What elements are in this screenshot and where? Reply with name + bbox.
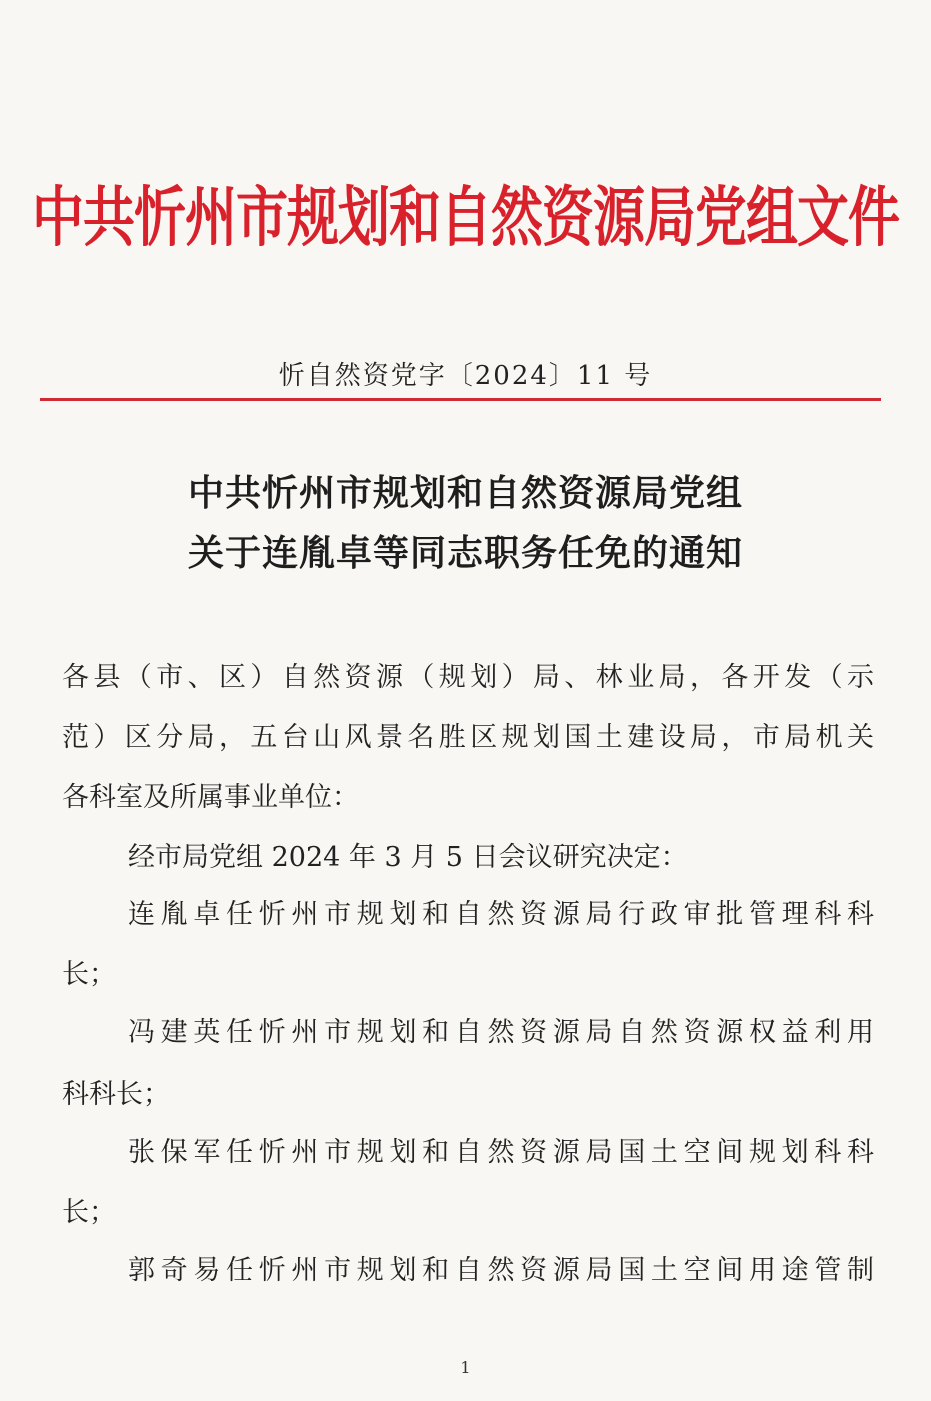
recipients-line-1: 各县（市、区）自然资源（规划）局、林业局，各开发（示: [62, 662, 874, 693]
appointment-2-line-1: 冯建英任忻州市规划和自然资源局自然资源权益利用: [128, 1017, 874, 1048]
notice-title-line-2: 关于连胤卓等同志职务任免的通知: [187, 532, 743, 574]
appointment-1-line-2: 长；: [62, 959, 116, 990]
appointment-2-line-2: 科科长；: [62, 1079, 170, 1110]
document-header-title: 中共忻州市规划和自然资源局党组文件: [31, 179, 899, 256]
appointment-3-line-1: 张保军任忻州市规划和自然资源局国土空间规划科科: [128, 1137, 874, 1168]
red-divider-line: [40, 398, 881, 401]
decision-paragraph: 经市局党组 2024 年 3 月 5 日会议研究决定：: [128, 842, 688, 873]
appointment-1-line-1: 连胤卓任忻州市规划和自然资源局行政审批管理科科: [128, 899, 874, 930]
recipients-line-3: 各科室及所属事业单位：: [62, 782, 359, 813]
document-number: 忻自然资党字〔2024〕11 号: [278, 361, 653, 391]
page-number: 1: [460, 1358, 471, 1377]
notice-title-line-1: 中共忻州市规划和自然资源局党组: [187, 472, 743, 514]
recipients-line-2: 范）区分局，五台山风景名胜区规划国土建设局，市局机关: [62, 722, 874, 753]
appointment-3-line-2: 长；: [62, 1197, 116, 1228]
appointment-4-line-1: 郭奇易任忻州市规划和自然资源局国土空间用途管制: [128, 1255, 874, 1286]
